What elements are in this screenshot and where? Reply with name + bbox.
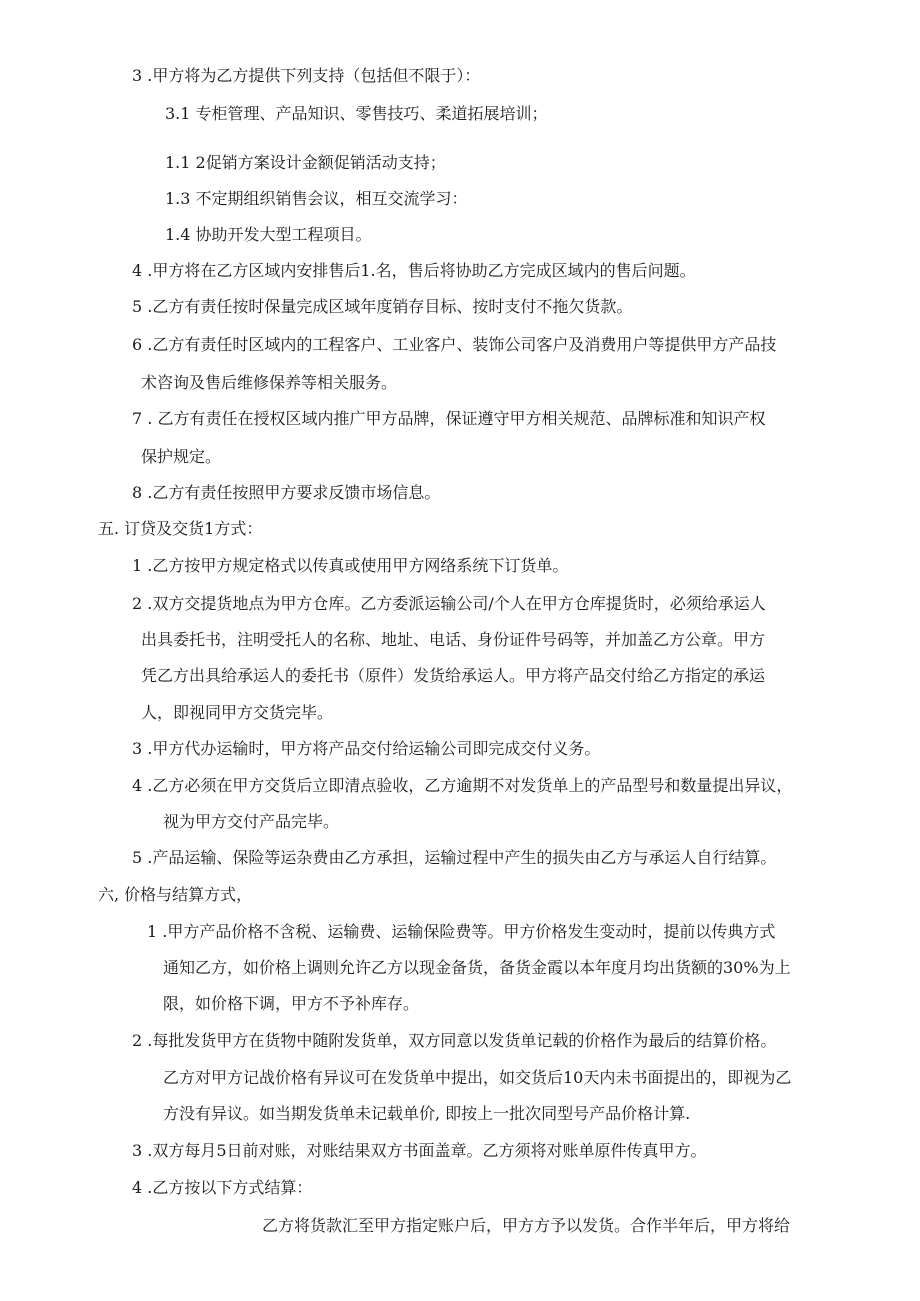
s6-clause-4-cont: 乙方将货款汇至甲方指定账户后，甲方方予以发货。合作半年后，甲方将给 [262, 1216, 791, 1235]
clause-6-cont: 术咨询及售后维修保养等相关服务。 [141, 373, 398, 392]
clause-4: 4 .甲方将在乙方区域内安排售后1.名，售后将协助乙方完成区域内的售后问题。 [132, 261, 696, 280]
s6-clause-1-cont-2: 限，如价格下调，甲方不予补库存。 [163, 994, 420, 1013]
clause-3-3: 1.3 不定期组织销售会议，相互交流学习： [165, 189, 468, 208]
s5-clause-3: 3 .甲方代办运输时，甲方将产品交付给运输公司即完成交付义务。 [132, 739, 601, 758]
s6-clause-3: 3 .双方每月5日前对账，对账结果双方书面盖章。乙方须将对账单原件传真甲方。 [132, 1141, 707, 1160]
clause-8: 8 .乙方有责任按照甲方要求反馈市场信息。 [132, 483, 441, 502]
clause-3-1: 3.1 专柜管理、产品知识、零售技巧、柔道拓展培训； [165, 104, 548, 123]
s6-clause-4: 4 .乙方按以下方式结算： [132, 1178, 313, 1197]
s5-clause-2-cont-1: 出具委托书，注明受托人的名称、地址、电话、身份证件号码等，并加盖乙方公章。甲方 [141, 630, 766, 649]
s5-clause-4: 4 .乙方必须在甲方交货后立即清点验收，乙方逾期不对发货单上的产品型号和数量提出异议， [132, 776, 793, 795]
s5-clause-2-cont-2: 凭乙方出具给承运人的委托书（原件）发货给承运人。甲方将产品交付给乙方指定的承运 [141, 666, 766, 685]
clause-3-2: 1.1 2促销方案设计金额促销活动支持； [165, 153, 446, 172]
clause-3-4: 1.4 协助开发大型工程项目。 [165, 225, 372, 244]
s6-clause-2: 2 .每批发货甲方在货物中随附发货单，双方同意以发货单记载的价格作为最后的结算价格。 [132, 1031, 777, 1050]
clause-3: 3 .甲方将为乙方提供下列支持（包括但不限于）： [132, 66, 481, 85]
clause-7-cont: 保护规定。 [141, 447, 222, 466]
s6-clause-1: 1 .甲方产品价格不含税、运输费、运输保险费等。甲方价格发生变动时，提前以传典方式 [147, 922, 776, 941]
s5-clause-1: 1 .乙方按甲方规定格式以传真或使用甲方网络系统下订货单。 [132, 556, 569, 575]
section-5-heading: 五. 订贷及交货1方式： [98, 519, 263, 538]
clause-5: 5 .乙方有责任按时保量完成区域年度销存目标、按时支付不拖欠货款。 [132, 297, 633, 316]
section-6-heading: 六, 价格与结算方式， [98, 885, 253, 904]
s5-clause-4-cont: 视为甲方交付产品完毕。 [163, 812, 340, 831]
s6-clause-2-cont-1: 乙方对甲方记战价格有异议可在发货单中提出，如交货后10天内未书面提出的，即视为乙 [163, 1068, 792, 1087]
s5-clause-2-cont-3: 人，即视同甲方交货完毕。 [141, 703, 334, 722]
s5-clause-2: 2 .双方交提货地点为甲方仓库。乙方委派运输公司/个人在甲方仓库提货时，必须给承运人 [132, 594, 766, 613]
s6-clause-1-cont-1: 通知乙方，如价格上调则允许乙方以现金备货，备货金霞以本年度月均出货额的30%为上 [163, 958, 791, 977]
clause-7: 7 . 乙方有责任在授权区域内推广甲方品牌，保证遵守甲方相关规范、品牌标准和知识产权 [132, 409, 766, 428]
clause-6: 6 .乙方有责任时区域内的工程客户、工业客户、装饰公司客户及消费用户等提供甲方产品技 [132, 335, 777, 354]
s6-clause-2-cont-2: 方没有异议。如当期发货单未记载单价, 即按上一批次同型号产品价格计算. [163, 1104, 691, 1123]
s5-clause-5: 5 .产品运输、保险等运杂费由乙方承担，运输过程中产生的损失由乙方与承运人自行结算。 [132, 848, 777, 867]
